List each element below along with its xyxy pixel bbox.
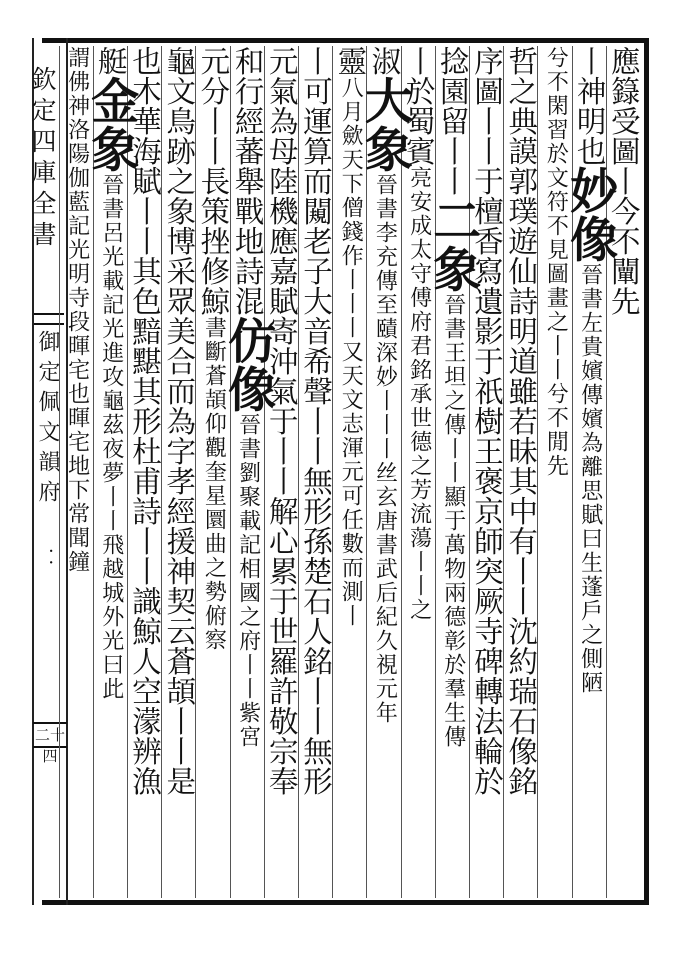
page-number: 二十四: [33, 722, 67, 748]
text-segment: 和行經蕃舉戰地詩混: [230, 46, 265, 316]
text-segment: 龜文鳥跡之象博采眾美合而為字孝經援神契云蒼頡丨丨是: [162, 46, 197, 796]
text-segment: 今不闡先: [606, 196, 641, 316]
text-segment: 丨神明也: [572, 46, 607, 166]
entry-heading: 仿像: [219, 316, 276, 413]
frame-bottom-border: [42, 900, 647, 905]
text-column: [264, 46, 299, 898]
text-segment: 哲之典謨郭璞遊仙詩明道雖若昧其中有丨丨沈約瑞石像銘: [504, 46, 539, 796]
fold-book-subtitle: 御定佩文韻府: [35, 330, 60, 510]
text-column: [469, 46, 504, 898]
column-text: [504, 46, 538, 796]
text-segment: 丨於蜀賓: [401, 46, 436, 166]
column-text: [470, 46, 504, 796]
text-column: [298, 46, 333, 898]
text-column: [356, 46, 413, 898]
frame-top-border: [42, 38, 647, 43]
text-segment: 八月歛天下僧錢作丨丨丨又天文志渾元可任數而測丨: [338, 76, 364, 628]
text-segment: 序圖丨丨于檀香寫遺影于祇樹王褒京師突厥寺碑轉法輪於: [470, 46, 504, 796]
column-text: [561, 46, 618, 695]
column-text: [196, 46, 230, 652]
text-column: [503, 46, 538, 898]
column-text: [538, 46, 572, 478]
text-segment: 兮不閑習於文符不見圖畫之丨丨兮不閒先: [543, 46, 569, 478]
column-text: [60, 46, 94, 574]
fold-dots: · ·: [40, 548, 61, 566]
text-segment: 晉書劉聚載記相國之府丨丨紫宮: [235, 413, 261, 749]
column-text: [333, 46, 367, 628]
text-column: [195, 46, 230, 898]
text-segment: 艇: [93, 46, 128, 76]
column-text: [299, 46, 333, 796]
text-column: [127, 46, 162, 898]
entry-heading: 妙像: [561, 166, 618, 263]
fold-book-title: 欽定四庫全書: [28, 66, 57, 252]
text-segment: 丨可運算而闚老子大音希聲丨丨無形孫楚石人銘丨丨無形: [299, 46, 333, 796]
text-column: [401, 46, 436, 898]
column-text: [219, 46, 276, 749]
text-segment: 也木華海賦丨丨其色黯黮其形杜甫詩丨丨識鯨人空濛辨漁: [128, 46, 162, 796]
text-column: [561, 46, 618, 898]
text-segment: 亮安成太守傅府君銘承世德之芳流蕩丨丨之: [406, 166, 432, 622]
text-column: [537, 46, 572, 898]
text-column: [219, 46, 276, 898]
text-column: [82, 46, 139, 898]
text-segment: 晉書王坦之傳丨丨顯于萬物兩德彰於羣生傳: [440, 293, 466, 749]
text-segment: 書斷蒼頡仰觀奎星圜曲之勢俯察: [201, 316, 227, 652]
column-text: [82, 46, 139, 701]
text-segment: 晉書呂光載記光進攻龜茲夜夢丨丨飛越城外光曰此: [98, 173, 124, 701]
entry-heading: 二象: [424, 196, 481, 293]
column-text: [265, 46, 299, 796]
column-text: [424, 46, 481, 749]
text-segment: 應籙受圖丨: [606, 46, 641, 196]
text-segment: 元氣為母陸機應嘉賦寄沖氣于丨丨解心累于世羅許敬宗奉: [264, 46, 299, 796]
entry-heading: 大象: [356, 76, 413, 173]
text-column: [59, 46, 94, 898]
column-text: [356, 46, 413, 725]
text-segment: 捻園留丨丨: [435, 46, 470, 196]
text-column: [161, 46, 196, 898]
text-segment: 靈: [333, 46, 368, 76]
text-segment: 晉書李充傳至賾深妙丨丨丨丝玄唐書武后紀久視元年: [372, 173, 398, 725]
entry-heading: 金象: [82, 76, 139, 173]
text-column: [424, 46, 481, 898]
text-segment: 謂佛神洛陽伽藍記光明寺段暉宅也暉宅地下常聞鐘: [64, 46, 90, 574]
frame-right-border: [644, 38, 649, 905]
column-text: [162, 46, 196, 796]
text-segment: 元分丨丨長策挫修鯨: [196, 46, 231, 316]
text-segment: 晉書左貴嬪傳嬪為離思賦曰生蓬戶之側陋: [577, 263, 603, 695]
text-segment: 淑: [367, 46, 402, 76]
text-column: [332, 46, 367, 898]
